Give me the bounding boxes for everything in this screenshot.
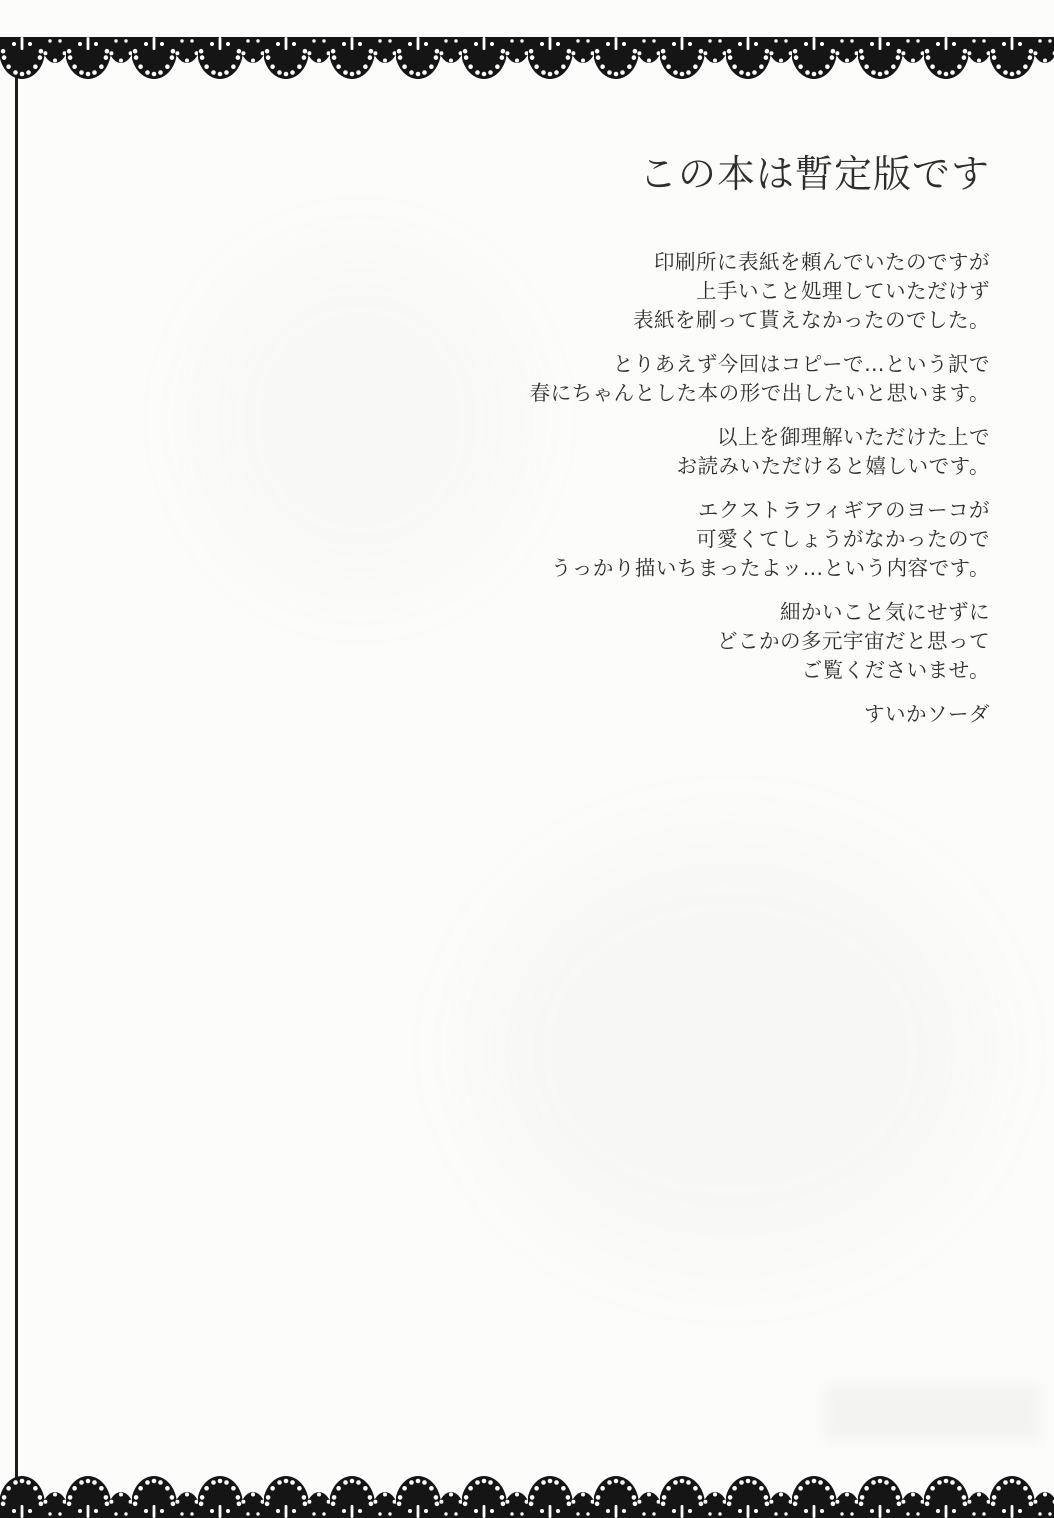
afterword-text-block [530, 150, 990, 729]
paragraph-printing-trouble [530, 248, 990, 335]
text-line: 印刷所に表紙を頼んでいたのですが [654, 250, 990, 274]
bleedthrough-smudge [200, 250, 520, 590]
text-line: とりあえず今回はコピーで…という訳で [612, 352, 990, 376]
text-line: エクストラフィギアのヨーコが [697, 498, 990, 522]
paragraph-copy-edition [530, 350, 990, 408]
lace-border-top [0, 37, 1054, 82]
text-line: 以上を御理解いただけた上で [717, 425, 990, 449]
paragraph-multiverse [530, 598, 990, 685]
text-line: うっかり描いちまったよッ…という内容です。 [550, 556, 990, 580]
bleedthrough-smudge [480, 840, 980, 1260]
text-line: 可愛くてしょうがなかったので [696, 527, 990, 551]
text-line: ご覧くださいませ。 [801, 658, 990, 682]
text-line: お読みいただけると嬉しいです。 [676, 454, 990, 478]
lace-border-bottom [0, 1473, 1054, 1518]
text-line: 上手いこと処理していただけず [696, 279, 990, 303]
text-line: 表紙を刷って貰えなかったのでした。 [633, 308, 990, 332]
text-line: 細かいこと気にせずに [780, 600, 990, 624]
page-title: この本は暫定版です [638, 152, 990, 196]
text-line: 春にちゃんとした本の形で出したいと思います。 [529, 381, 990, 405]
text-line: どこかの多元宇宙だと思って [717, 629, 990, 653]
paragraph-yoko [530, 496, 990, 583]
spine-line [15, 68, 18, 1482]
author-signature: すいかソーダ [864, 702, 990, 726]
paragraph-understanding [530, 423, 990, 481]
bleedthrough-smudge [825, 1385, 1040, 1440]
